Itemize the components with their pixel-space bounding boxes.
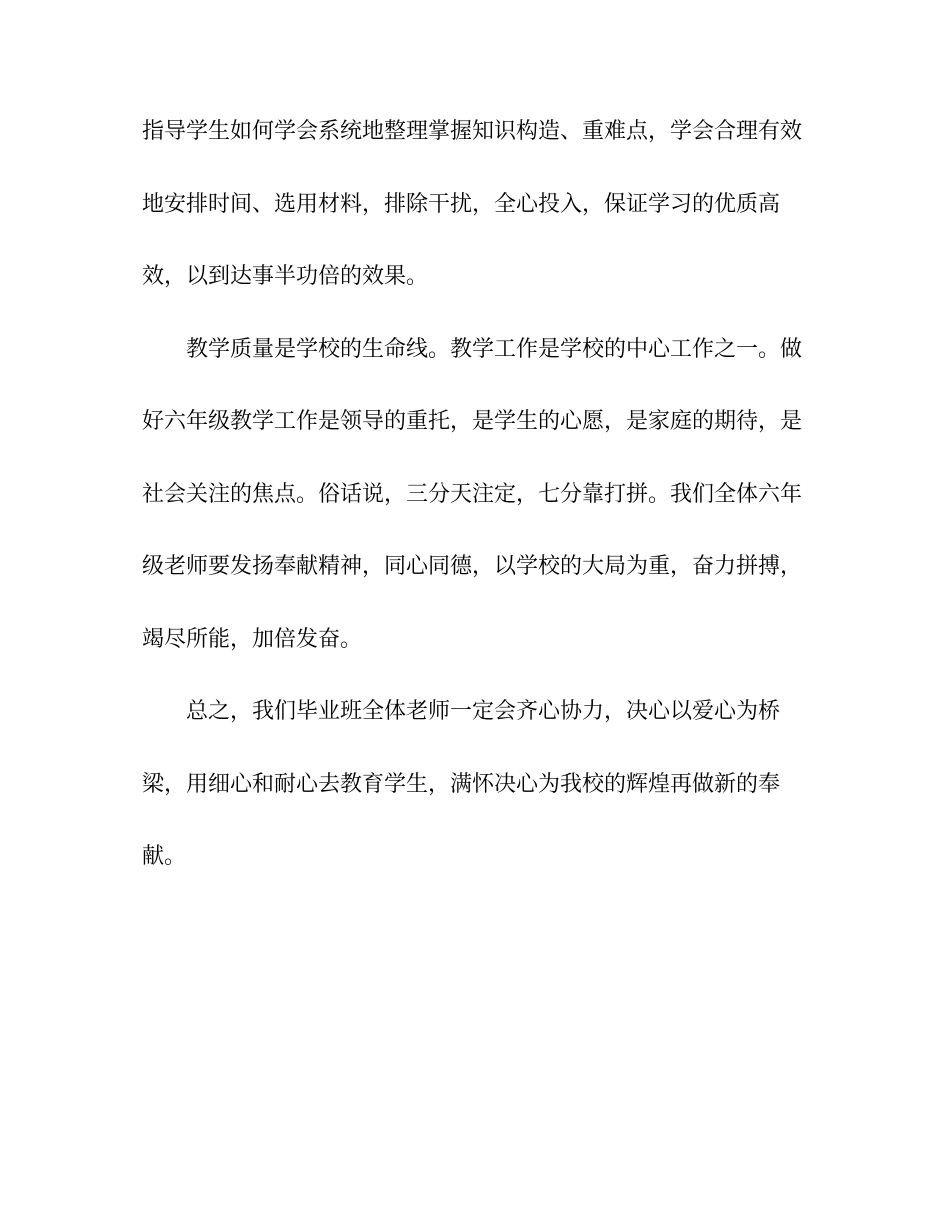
paragraph-3-line-3: 献。 [142, 844, 187, 869]
paragraph-3-line-2: 梁，用细心和耐心去教育学生，满怀决心为我校的辉煌再做新的奉 [142, 771, 781, 797]
paragraph-2-line-1: 教学质量是学校的生命线。教学工作是学校的中心工作之一。做 [186, 336, 803, 362]
paragraph-1-line-2: 地安排时间、选用材料，排除干扰，全心投入，保证学习的优质高 [142, 191, 781, 217]
paragraph-1-line-3: 效，以到达事半功倍的效果。 [142, 264, 429, 289]
paragraph-2-line-4: 级老师要发扬奉献精神，同心同德，以学校的大局为重，奋力拼搏， [142, 554, 803, 579]
paragraph-2-line-3: 社会关注的焦点。俗话说，三分天注定，七分靠打拼。我们全体六年 [142, 481, 803, 507]
document-body [142, 120, 802, 869]
paragraph-2-line-5: 竭尽所能，加倍发奋。 [142, 626, 363, 652]
paragraph-2-line-2: 好六年级教学工作是领导的重托，是学生的心愿，是家庭的期待，是 [142, 409, 803, 434]
paragraph-1-line-1: 指导学生如何学会系统地整理掌握知识构造、重难点，学会合理有效 [142, 119, 803, 144]
paragraph-3-line-1: 总之，我们毕业班全体老师一定会齐心协力，决心以爱心为桥 [186, 699, 781, 724]
